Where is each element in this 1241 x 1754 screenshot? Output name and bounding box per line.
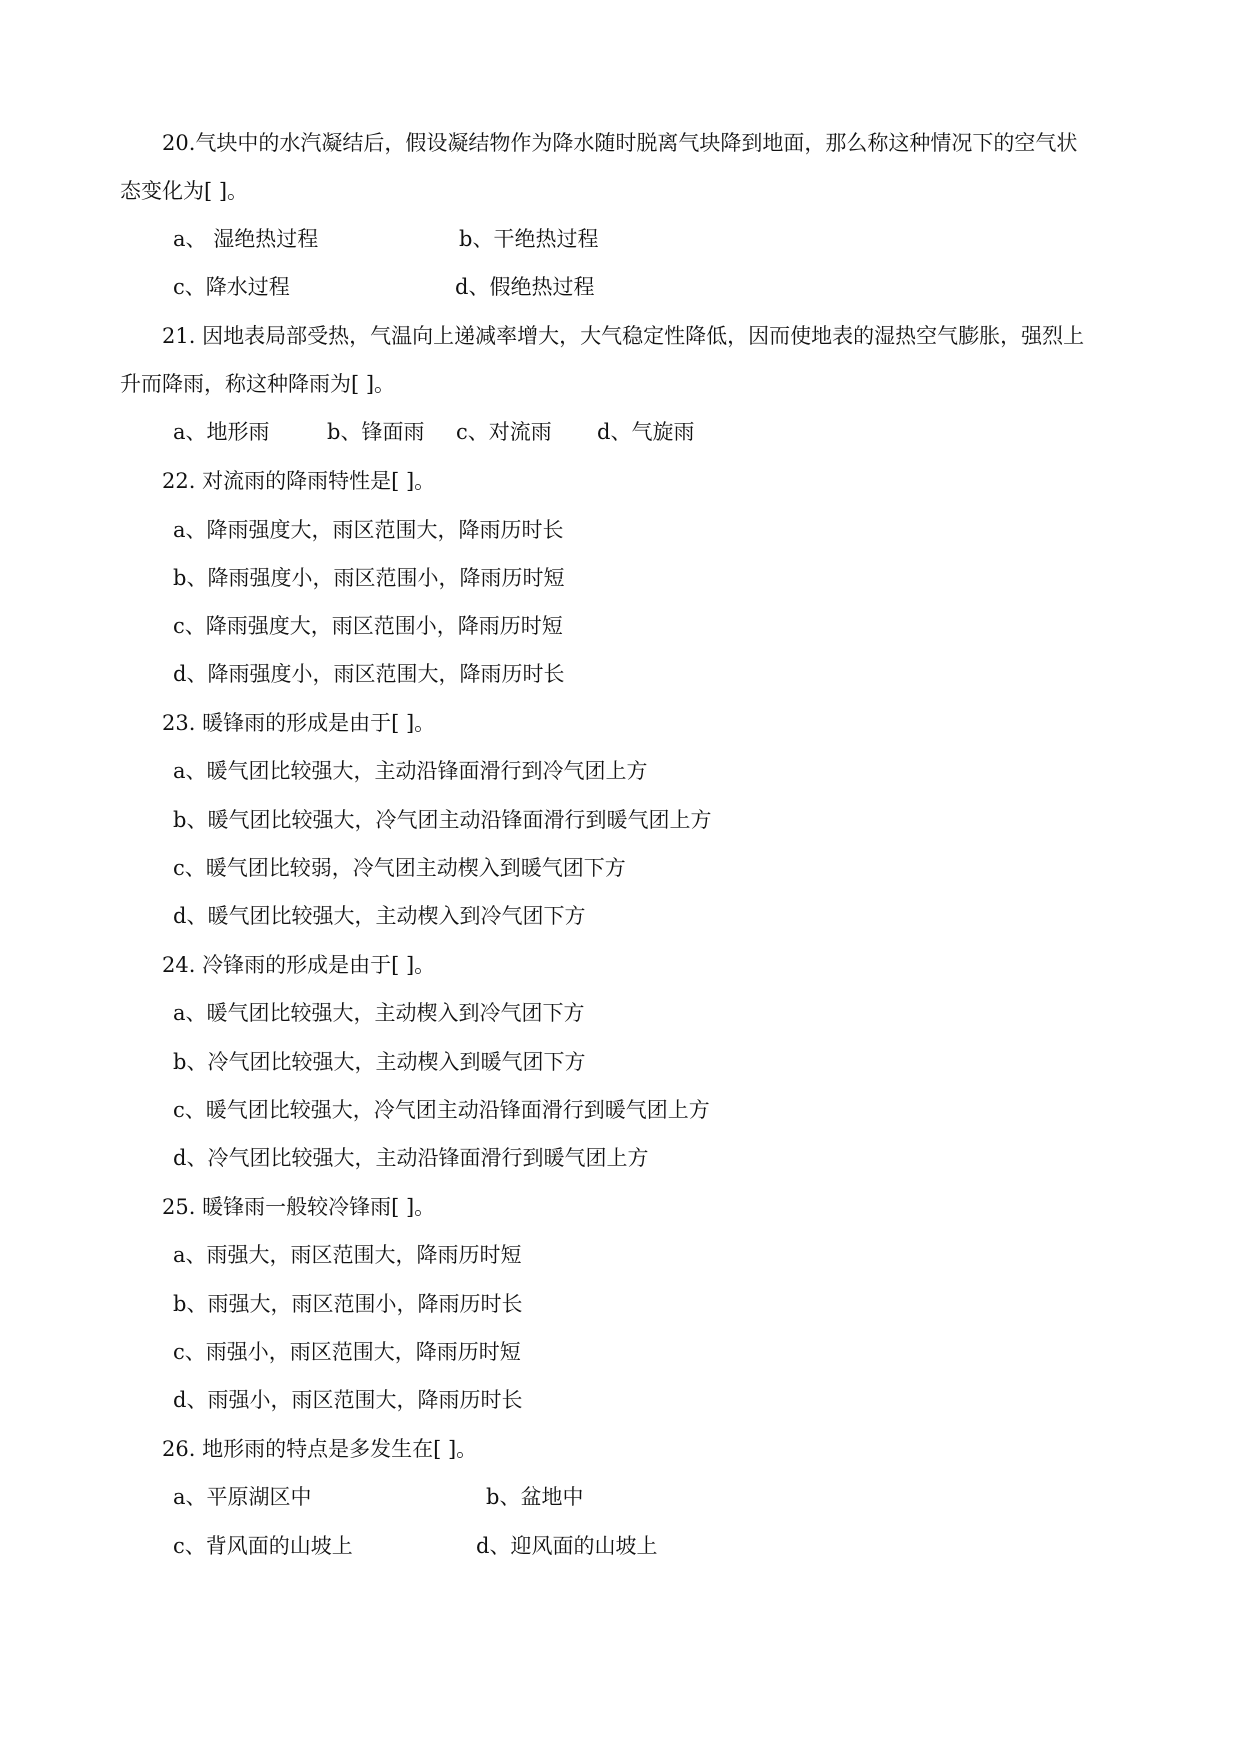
question-22-option-b: b、降雨强度小，雨区范围小，降雨历时短 (173, 566, 565, 590)
question-20-option-d: d、假绝热过程 (455, 275, 595, 299)
question-25-line1: 25. 暖锋雨一般较冷锋雨[ ]。 (162, 1195, 436, 1219)
question-24-option-c: c、暖气团比较强大，冷气团主动沿锋面滑行到暖气团上方 (173, 1098, 710, 1122)
question-26-option-b: b、盆地中 (486, 1485, 584, 1509)
question-23-option-c: c、暖气团比较弱，冷气团主动楔入到暖气团下方 (173, 856, 626, 880)
question-21-line1: 21. 因地表局部受热，气温向上递减率增大，大气稳定性降低，因而使地表的湿热空气膨胀，强烈上 (162, 324, 1085, 348)
question-24-option-b: b、冷气团比较强大，主动楔入到暖气团下方 (173, 1050, 586, 1074)
question-20-option-c: c、降水过程 (173, 275, 290, 299)
question-20-line1: 20.气块中的水汽凝结后，假设凝结物作为降水随时脱离气块降到地面，那么称这种情况下的空气状 (162, 131, 1078, 155)
question-25-option-b: b、雨强大，雨区范围小，降雨历时长 (173, 1292, 523, 1316)
question-24-option-a: a、暖气团比较强大，主动楔入到冷气团下方 (173, 1001, 585, 1025)
question-23-line1: 23. 暖锋雨的形成是由于[ ]。 (162, 711, 436, 735)
question-22-option-c: c、降雨强度大，雨区范围小，降雨历时短 (173, 614, 563, 638)
question-21-option-d: d、气旋雨 (597, 420, 695, 444)
question-24-option-d: d、冷气团比较强大，主动沿锋面滑行到暖气团上方 (173, 1146, 649, 1170)
question-21-option-c: c、对流雨 (456, 420, 552, 444)
question-25-option-a: a、雨强大，雨区范围大，降雨历时短 (173, 1243, 522, 1267)
question-25-option-d: d、雨强小，雨区范围大，降雨历时长 (173, 1388, 523, 1412)
question-26-option-d: d、迎风面的山坡上 (476, 1534, 658, 1558)
question-20-option-a: a、 湿绝热过程 (173, 227, 319, 251)
question-25-option-c: c、雨强小，雨区范围大，降雨历时短 (173, 1340, 521, 1364)
question-21-option-b: b、锋面雨 (327, 420, 425, 444)
question-26-line1: 26. 地形雨的特点是多发生在[ ]。 (162, 1437, 478, 1461)
question-23-option-d: d、暖气团比较强大，主动楔入到冷气团下方 (173, 904, 586, 928)
question-20-line2: 态变化为[ ]。 (120, 179, 249, 203)
question-22-option-a: a、降雨强度大，雨区范围大，降雨历时长 (173, 518, 564, 542)
question-22-line1: 22. 对流雨的降雨特性是[ ]。 (162, 469, 436, 493)
question-21-option-a: a、地形雨 (173, 420, 270, 444)
question-26-option-c: c、背风面的山坡上 (173, 1534, 353, 1558)
question-22-option-d: d、降雨强度小，雨区范围大，降雨历时长 (173, 662, 565, 686)
question-21-line2: 升而降雨，称这种降雨为[ ]。 (120, 372, 396, 396)
question-26-option-a: a、平原湖区中 (173, 1485, 312, 1509)
question-20-option-b: b、干绝热过程 (459, 227, 599, 251)
question-23-option-b: b、暖气团比较强大，冷气团主动沿锋面滑行到暖气团上方 (173, 808, 712, 832)
question-23-option-a: a、暖气团比较强大，主动沿锋面滑行到冷气团上方 (173, 759, 648, 783)
question-24-line1: 24. 冷锋雨的形成是由于[ ]。 (162, 953, 436, 977)
